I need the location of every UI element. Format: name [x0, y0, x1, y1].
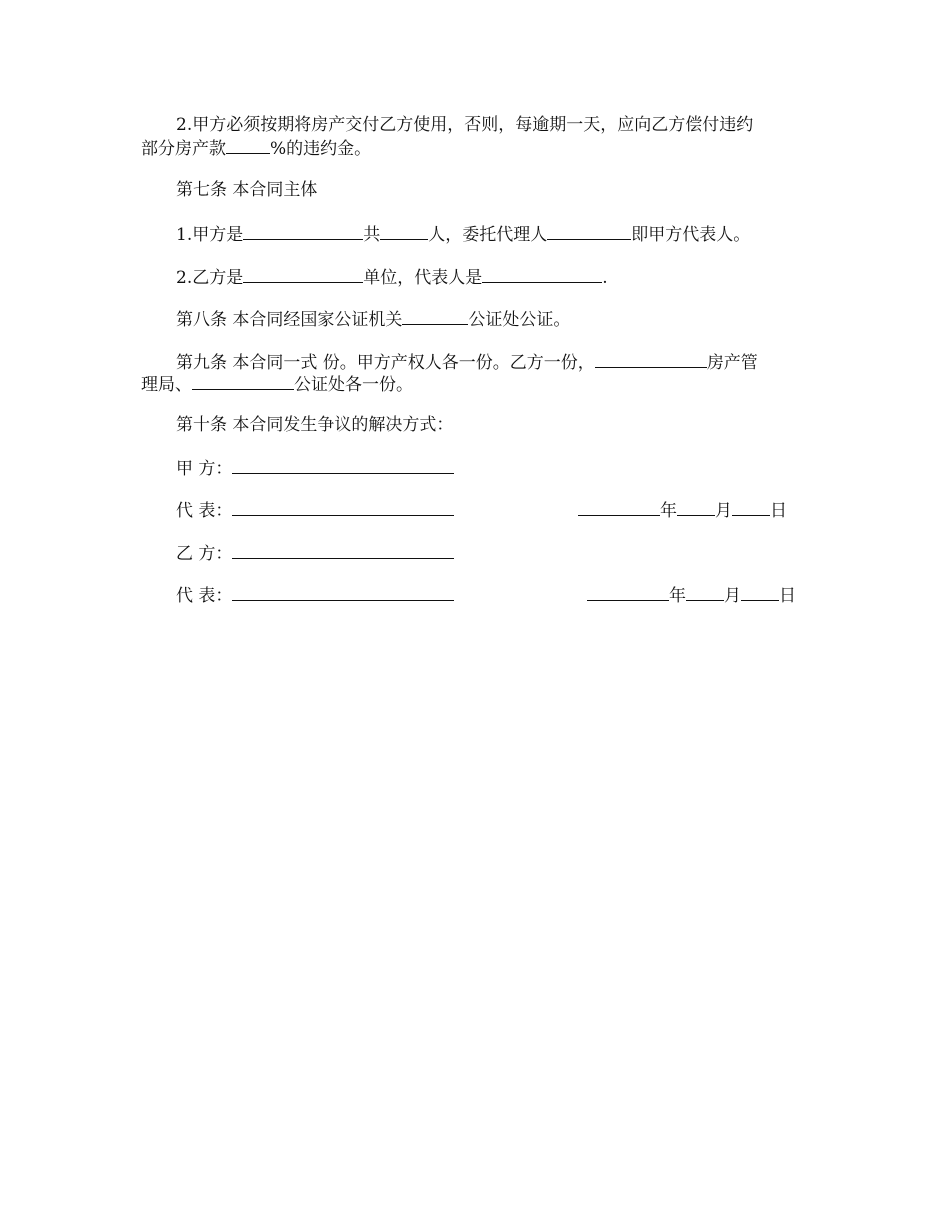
rep-b-signature-row: [176, 583, 454, 607]
party-b-representative-blank[interactable]: [482, 265, 602, 283]
rep-b-signature-blank[interactable]: [232, 583, 454, 601]
rep-a-signature-row: [176, 498, 454, 522]
clause9-text4: 公证处各一份。: [294, 375, 413, 395]
clause9-text2: 房产管: [706, 353, 758, 373]
clause7-item2-text3: .: [602, 268, 608, 288]
clause7-item1: [176, 222, 750, 246]
rep-b-year-blank[interactable]: [587, 583, 669, 601]
rep-b-label: 代 表：: [176, 586, 233, 606]
clause7-item1-text2: 共: [363, 225, 381, 245]
party-b-unit-blank[interactable]: [243, 265, 363, 283]
rep-a-year-label: 年: [660, 501, 677, 521]
notary-copy-blank[interactable]: [192, 372, 294, 390]
notary-office-blank[interactable]: [402, 307, 468, 325]
clause8-text1: 第八条 本合同经国家公证机关: [176, 310, 403, 330]
clause9-line1: [176, 350, 758, 374]
rep-b-month-blank[interactable]: [686, 583, 724, 601]
party-b-signature-blank[interactable]: [232, 541, 454, 559]
clause7-item2-text2: 单位，代表人是: [363, 268, 483, 288]
clause7-item1-text1: 1.甲方是: [176, 225, 244, 245]
rep-a-month-blank[interactable]: [677, 498, 715, 516]
party-a-signature-blank[interactable]: [232, 456, 454, 474]
rep-b-day-label: 日: [779, 586, 796, 606]
rep-b-date-row: [587, 583, 796, 607]
clause9-line2: [141, 372, 413, 396]
rep-b-day-blank[interactable]: [741, 583, 779, 601]
clause8: [176, 307, 570, 331]
rep-a-month-label: 月: [715, 501, 732, 521]
clause7-item2-text1: 2.乙方是: [176, 268, 244, 288]
rep-b-year-label: 年: [669, 586, 686, 606]
party-a-count-blank[interactable]: [380, 222, 428, 240]
rep-a-year-blank[interactable]: [578, 498, 660, 516]
clause8-text2: 公证处公证。: [468, 310, 571, 330]
rep-b-month-label: 月: [724, 586, 741, 606]
clause9-text1: 第九条 本合同一式 份。甲方产权人各一份。乙方一份，: [176, 353, 595, 373]
party-a-label: 甲 方：: [176, 459, 233, 479]
clause6-item2-line2: [141, 136, 371, 160]
party-a-name-blank[interactable]: [243, 222, 363, 240]
clause7-item1-text3: 人，委托代理人: [428, 225, 548, 245]
rep-a-date-row: [578, 498, 787, 522]
clause9-text3: 理局、: [141, 375, 192, 395]
rep-a-label: 代 表：: [176, 501, 233, 521]
party-b-label: 乙 方：: [176, 544, 233, 564]
party-b-signature-row: [176, 541, 454, 565]
rep-a-signature-blank[interactable]: [232, 498, 454, 516]
clause6-item2-line1: [176, 114, 753, 136]
clause7-item1-text4: 即甲方代表人。: [631, 225, 751, 245]
clause7-title-text: 第七条 本合同主体: [176, 180, 318, 200]
housing-bureau-blank[interactable]: [595, 350, 707, 368]
clause10-title-text: 第十条 本合同发生争议的解决方式：: [176, 415, 454, 435]
clause7-title: [176, 179, 317, 201]
clause6-item2-text2: 部分房产款: [141, 139, 226, 159]
agent-name-blank[interactable]: [547, 222, 631, 240]
clause7-item2: [176, 265, 608, 289]
rep-a-day-label: 日: [770, 501, 787, 521]
clause10-title: [176, 414, 453, 436]
party-a-signature-row: [176, 456, 454, 480]
clause6-item2-text1: 2.甲方必须按期将房产交付乙方使用，否则，每逾期一天，应向乙方偿付违约: [176, 115, 754, 135]
rep-a-day-blank[interactable]: [732, 498, 770, 516]
clause6-item2-text3: %的违约金。: [270, 139, 372, 159]
penalty-percent-blank[interactable]: [226, 136, 270, 154]
